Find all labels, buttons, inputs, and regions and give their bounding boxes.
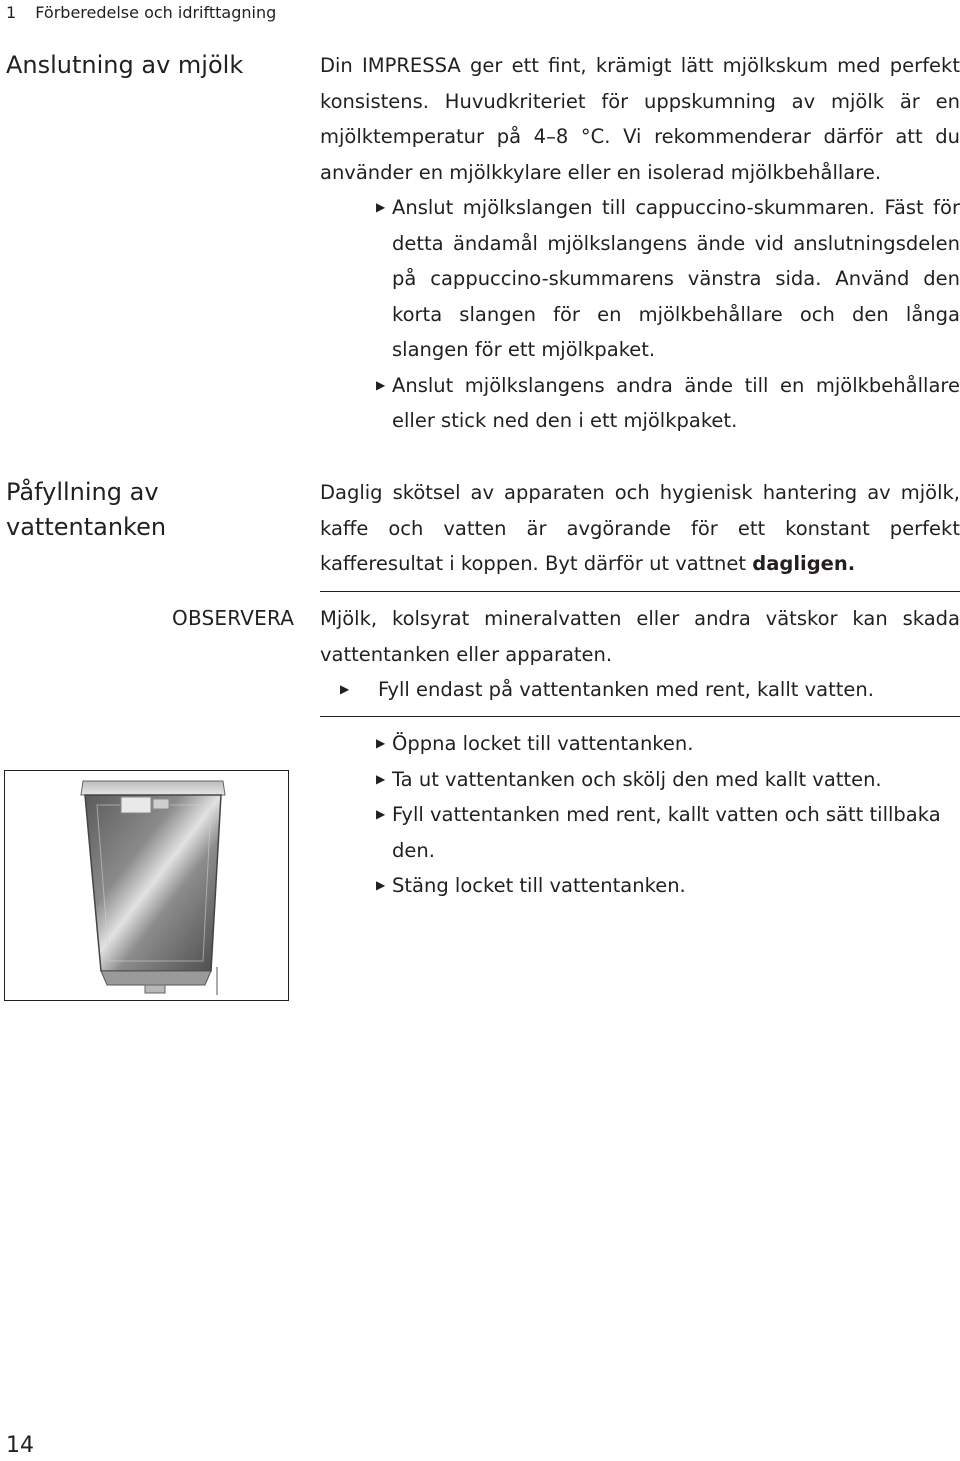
triangle-bullet-icon: ▶ — [376, 377, 386, 392]
note-top-rule — [320, 591, 960, 592]
chapter-number: 1 — [6, 3, 17, 22]
water-step-1 — [320, 726, 960, 762]
water-step-4 — [320, 868, 960, 904]
milk-step-1-text: Anslut mjölkslangen till cappuccino-skummaren. Fäst för detta ändamål mjölkslangens ände vid anslutningsdelen på cappuccino-skummarens vänstra sida. Använd den korta slangen för en mjölkbehållare och den långa slangen för ett mjölkpaket. — [392, 196, 960, 361]
note-label: OBSERVERA — [172, 606, 295, 630]
note-step-text: Fyll endast på vattentanken med rent, kallt vatten. — [378, 678, 874, 701]
note-text: Mjölk, kolsyrat mineralvatten eller andra vätskor kan skada vattentanken eller apparaten. — [320, 607, 960, 666]
water-step-3 — [320, 797, 960, 868]
water-step-2-text: Ta ut vattentanken och skölj den med kallt vatten. — [392, 767, 882, 791]
water-step-2 — [320, 762, 960, 798]
section-title-water — [6, 475, 166, 545]
page-number: 14 — [6, 1433, 34, 1458]
section-title-milk: Anslutning av mjölk — [6, 51, 244, 79]
chapter-title: Förberedelse och idrifttagning — [35, 3, 277, 22]
water-step-4-text: Stäng locket till vattentanken. — [392, 874, 686, 897]
milk-step-2 — [320, 368, 960, 439]
milk-section-body — [320, 48, 960, 439]
water-tank-illustration — [5, 771, 288, 1000]
note-bottom-rule — [320, 716, 960, 717]
water-step-3-text: Fyll vattentanken med rent, kallt vatten och sätt tillbaka den. — [392, 803, 941, 862]
triangle-bullet-icon: ▶ — [376, 736, 386, 750]
triangle-bullet-icon: ▶ — [376, 807, 386, 821]
water-intro-text: Daglig skötsel av apparaten och hygienisk hantering av mjölk, kaffe och vatten är avgörande för ett konstant perfekt kafferesultat i koppen. Byt därför ut vattnet — [320, 481, 960, 575]
water-intro — [320, 475, 960, 582]
note-step — [320, 672, 960, 708]
milk-step-2-text: Anslut mjölkslangens andra ände till en mjölkbehållare eller stick ned den i ett mjölkpaket. — [392, 373, 960, 432]
running-header — [6, 3, 276, 22]
triangle-bullet-icon: ▶ — [376, 771, 386, 786]
water-step-1-text: Öppna locket till vattentanken. — [392, 732, 694, 755]
section-title-water-line1: Påfyllning av — [6, 478, 159, 506]
milk-intro-paragraph: Din IMPRESSA ger ett fint, krämigt lätt mjölkskum med perfekt konsistens. Huvudkriteriet för uppskumning av mjölk är en mjölktemperatur på 4–8 °C. Vi rekommenderar därför att du använder en mjölkkylare eller en isolerad mjölkbehållare. — [320, 54, 960, 184]
water-intro-paragraph — [320, 475, 960, 582]
triangle-bullet-icon: ▶ — [376, 878, 386, 892]
milk-step-1 — [320, 190, 960, 368]
section-title-water-line2: vattentanken — [6, 513, 167, 541]
note-block — [320, 601, 960, 708]
triangle-bullet-icon: ▶ — [376, 200, 386, 214]
water-intro-emphasis: dagligen. — [752, 552, 856, 575]
water-steps — [320, 726, 960, 904]
triangle-bullet-icon: ▶ — [340, 682, 350, 696]
water-tank-figure — [4, 770, 289, 1001]
